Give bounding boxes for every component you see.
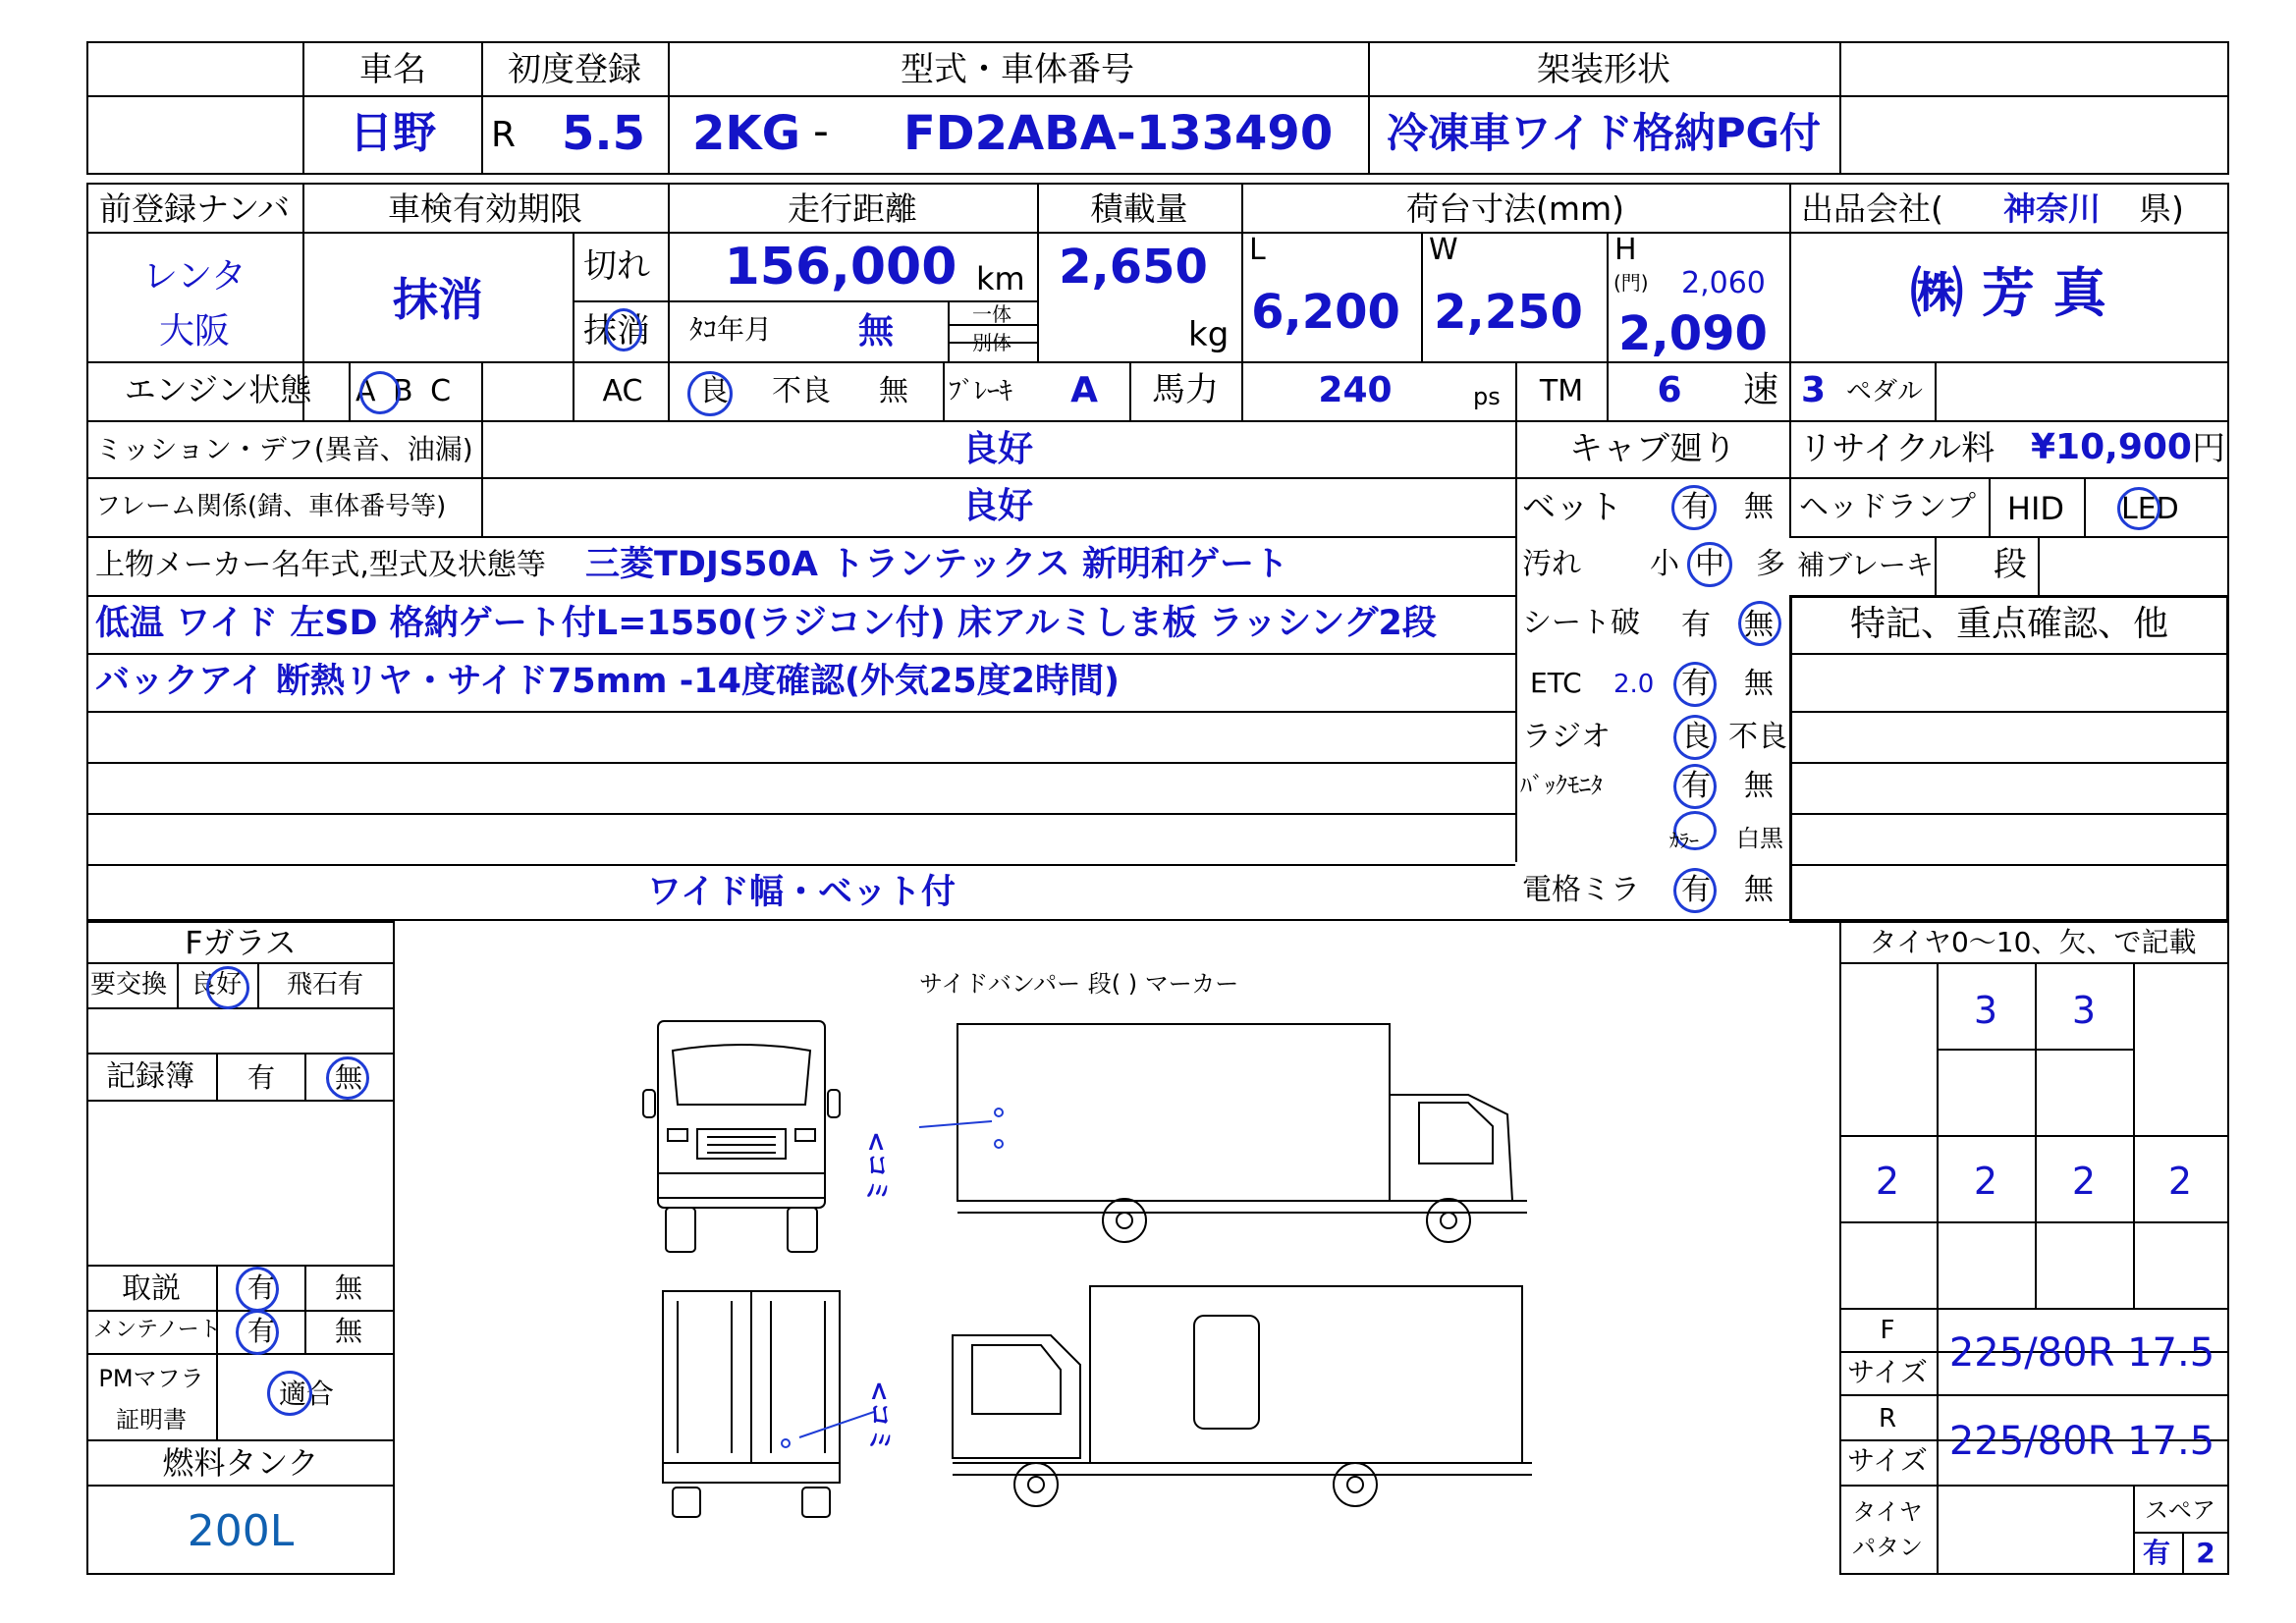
massho-circle — [605, 308, 642, 352]
tire-f-label: F — [1880, 1316, 1895, 1345]
kire-label: 切れ — [583, 246, 650, 286]
engine-grades: A B C — [355, 374, 452, 408]
special-notes-title: 特記、重点確認、他 — [1849, 604, 2169, 644]
speed-label: 速 — [1743, 370, 1779, 410]
ac-none: 無 — [879, 374, 908, 408]
vehicle-first-reg: 5.5 — [562, 106, 646, 161]
brake-value: A — [1070, 370, 1098, 410]
manual-no: 無 — [335, 1271, 363, 1304]
dirt-mid: 中 — [1695, 547, 1724, 581]
pedal-label: ペダル — [1846, 377, 1924, 406]
vehicle-body-type: 冷凍車ワイド格納PG付 — [1387, 109, 1821, 157]
dirt-many: 多 — [1756, 547, 1785, 581]
backmon-no: 無 — [1744, 769, 1774, 803]
records-no: 無 — [335, 1061, 363, 1094]
fglass-good-circle — [206, 966, 249, 1009]
maint-label: メンテノート — [93, 1318, 221, 1342]
maint-no: 無 — [335, 1315, 363, 1347]
dirt-small: 小 — [1650, 547, 1679, 581]
fglass-title: Fガラス — [185, 924, 297, 961]
header-seller-suffix: 県) — [2139, 189, 2184, 228]
tire-title: タイヤ0〜10、欠、で記載 — [1869, 926, 2197, 958]
massho-label: 抹消 — [583, 311, 650, 351]
tm-value: 6 — [1657, 370, 1682, 410]
frame-label: フレーム関係(錆、車体番号等) — [95, 492, 447, 521]
dim-l-value: 6,200 — [1251, 285, 1400, 340]
prev-plate-line2: 大阪 — [158, 311, 231, 352]
records-yes: 有 — [247, 1061, 276, 1094]
bumper-marker-label: サイドバンパー 段( ) マーカー — [919, 970, 1239, 998]
prev-plate-line1: レンタ — [142, 256, 246, 297]
maint-yes-circle — [236, 1310, 279, 1355]
maint-yes: 有 — [247, 1315, 276, 1347]
cab-etc: ETC — [1530, 667, 1582, 699]
dim-h-label: H — [1614, 233, 1637, 267]
manual-label: 取説 — [122, 1271, 181, 1306]
note-line-2: バックアイ 断熱リヤ・サイド75mm -14度確認(外気25度2時間) — [95, 662, 1121, 701]
tm-label: TM — [1539, 374, 1584, 408]
inspection-value: 抹消 — [393, 273, 483, 326]
mirror-yes-circle — [1673, 868, 1717, 913]
body-maker-value: 三菱TDJS50A トランテックス 新明和ゲート — [585, 545, 1288, 584]
dim-h-gate: 2,060 — [1681, 266, 1766, 300]
note-line-6: ワイド幅・ベット付 — [647, 873, 956, 912]
cab-seat: シート破 — [1522, 606, 1640, 640]
tire-front-left: 3 — [1973, 989, 1998, 1032]
bed-yes-circle — [1671, 485, 1717, 530]
pm-circle — [267, 1371, 312, 1416]
dim-mon-label: (門) — [1613, 271, 1649, 295]
tacho-label: ﾀｺ年月 — [689, 313, 773, 346]
tire-front-size: 225/80R 17.5 — [1948, 1330, 2215, 1376]
brake-label: ﾌﾞﾚｰｷ — [949, 377, 1013, 406]
records-title: 記録簿 — [106, 1059, 194, 1094]
radio-good: 良 — [1681, 720, 1711, 754]
etc-version: 2.0 — [1613, 670, 1655, 699]
cab-radio: ラジオ — [1522, 720, 1611, 754]
dirt-mid-circle — [1687, 542, 1732, 587]
engine-grade-circle — [359, 371, 401, 414]
header-load: 積載量 — [1090, 189, 1188, 228]
seat-no-circle — [1738, 601, 1781, 646]
tacho-value: 無 — [858, 311, 895, 352]
vehicle-model: 2KG — [692, 106, 800, 161]
ac-good: 良 — [699, 374, 729, 408]
led-circle — [2117, 487, 2160, 530]
cab-bed-yes: 有 — [1681, 490, 1711, 524]
tire-rear-4: 2 — [2167, 1160, 2193, 1203]
vehicle-name: 日野 — [350, 108, 436, 158]
seller-name: ㈱ 芳 真 — [1910, 262, 2106, 324]
ac-bad: 不良 — [772, 374, 831, 408]
mission-label: ミッション・デフ(異音、油漏) — [95, 433, 473, 465]
load-value: 2,650 — [1059, 240, 1208, 295]
hp-unit: ps — [1473, 383, 1501, 410]
header-name: 車名 — [359, 50, 426, 89]
spare-label: スペア — [2145, 1496, 2215, 1524]
radio-bad: 不良 — [1728, 720, 1787, 754]
seat-yes: 有 — [1681, 608, 1711, 642]
header-model-chassis: 型式・車体番号 — [901, 50, 1134, 89]
header-inspection: 車検有効期限 — [388, 189, 582, 228]
marker-label-top: <コミ — [861, 1131, 891, 1204]
betsutai-label: 別体 — [972, 331, 1011, 354]
cab-bed: ベット — [1522, 488, 1622, 527]
ac-label: AC — [602, 374, 643, 408]
etc-yes-circle — [1673, 662, 1717, 707]
radio-good-circle — [1673, 715, 1717, 760]
fglass-replace: 要交換 — [90, 970, 168, 1000]
seller-prefecture: 神奈川 — [2003, 189, 2101, 228]
ittai-label: 一体 — [972, 302, 1011, 326]
tire-r-label: R — [1878, 1404, 1897, 1434]
truck-side-view-left — [957, 1016, 1547, 1252]
pm-value: 適合 — [279, 1378, 335, 1410]
led-label: LED — [2121, 492, 2179, 526]
header-prev-plate: 前登録ナンバ — [98, 189, 291, 228]
header-mileage: 走行距離 — [788, 189, 917, 228]
manual-yes: 有 — [247, 1271, 276, 1304]
manual-yes-circle — [236, 1267, 279, 1312]
truck-front-view — [629, 1011, 854, 1257]
fuel-value: 200L — [187, 1506, 295, 1556]
pm-label-2: 証明書 — [116, 1406, 187, 1434]
spare-has: 有 — [2142, 1537, 2171, 1569]
tire-rear-2: 2 — [1973, 1160, 1998, 1203]
dim-h-value: 2,090 — [1618, 306, 1768, 361]
backmon-yes: 有 — [1681, 769, 1711, 803]
mirror-yes: 有 — [1681, 873, 1711, 907]
headlamp-label: ヘッドランプ — [1799, 490, 1976, 524]
header-first-reg: 初度登録 — [508, 50, 641, 89]
cab-backmon: ﾊﾞｯｸﾓﾆﾀ — [1520, 772, 1603, 799]
dim-w-value: 2,250 — [1434, 285, 1583, 340]
backmon-bw: 白黒 — [1736, 825, 1783, 852]
etc-no: 無 — [1744, 667, 1774, 701]
mission-value: 良好 — [961, 429, 1034, 469]
aux-brake-value: 段 — [1994, 545, 2027, 584]
recycle-value: ¥10,900 — [2031, 427, 2192, 467]
note-line-1: 低温 ワイド 左SD 格納ゲート付L=1550(ラジコン付) 床アルミしま板 ラッシング2段 — [95, 604, 1437, 643]
pm-label-1: PMマフラ — [98, 1365, 204, 1392]
truck-side-view-right — [943, 1276, 1552, 1532]
mileage-value: 156,000 — [724, 238, 957, 297]
header-body-type: 架装形状 — [1537, 50, 1670, 89]
special-notes-box — [1789, 595, 2229, 923]
hp-label: 馬力 — [1152, 370, 1219, 409]
aux-brake-label: 補ブレーキ — [1797, 549, 1934, 581]
tire-rear-size: 225/80R 17.5 — [1948, 1419, 2215, 1464]
pedal-value: 3 — [1801, 370, 1827, 410]
seat-no: 無 — [1744, 608, 1774, 642]
tire-front-right: 3 — [2071, 989, 2097, 1032]
body-maker-label: 上物メーカー名年式,型式及状態等 — [95, 548, 546, 582]
spare-count: 2 — [2196, 1537, 2215, 1569]
fuel-label: 燃料タンク — [162, 1444, 319, 1482]
recycle-unit: 円 — [2192, 429, 2225, 468]
records-no-circle — [326, 1056, 369, 1100]
marker-label-bottom: <コミ — [864, 1380, 894, 1453]
header-seller-prefix: 出品会社( — [1801, 189, 1943, 228]
cab-title: キャブ廻り — [1569, 429, 1736, 468]
hid-label: HID — [2006, 490, 2065, 527]
mirror-no: 無 — [1744, 873, 1774, 907]
etc-yes: 有 — [1681, 667, 1711, 701]
dim-w-label: W — [1429, 233, 1458, 267]
fglass-good: 良好 — [191, 970, 243, 1000]
mileage-unit: km — [976, 260, 1025, 298]
cab-dirt: 汚れ — [1522, 547, 1581, 581]
tire-f-size-label: サイズ — [1847, 1356, 1928, 1388]
engine-label: エンジン状態 — [124, 371, 312, 408]
vehicle-chassis: FD2ABA-133490 — [903, 106, 1334, 161]
header-cargo-dims: 荷台寸法(mm) — [1405, 189, 1625, 228]
hp-value: 240 — [1318, 370, 1393, 410]
recycle-label: リサイクル料 — [1799, 429, 1995, 468]
cab-mirror: 電格ミラ — [1522, 873, 1640, 907]
backmon-color: ｶﾗｰ — [1669, 829, 1699, 852]
load-unit: kg — [1188, 315, 1230, 354]
dim-l-label: L — [1249, 233, 1266, 267]
tire-pattern-l2: パタン — [1852, 1534, 1923, 1561]
frame-value: 良好 — [961, 486, 1034, 526]
tire-rear-3: 2 — [2071, 1160, 2097, 1203]
marker-pointer-top — [884, 1090, 1002, 1168]
ac-good-circle — [687, 371, 733, 416]
tire-pattern-l1: タイヤ — [1852, 1498, 1923, 1526]
vehicle-era: R — [491, 115, 517, 155]
tire-rear-1: 2 — [1875, 1160, 1900, 1203]
tire-r-size-label: サイズ — [1847, 1444, 1928, 1477]
cab-bed-no: 無 — [1744, 490, 1774, 524]
fglass-chip: 飛石有 — [287, 970, 364, 1000]
vehicle-dash: - — [813, 106, 829, 156]
backmon-yes-circle — [1673, 764, 1717, 809]
